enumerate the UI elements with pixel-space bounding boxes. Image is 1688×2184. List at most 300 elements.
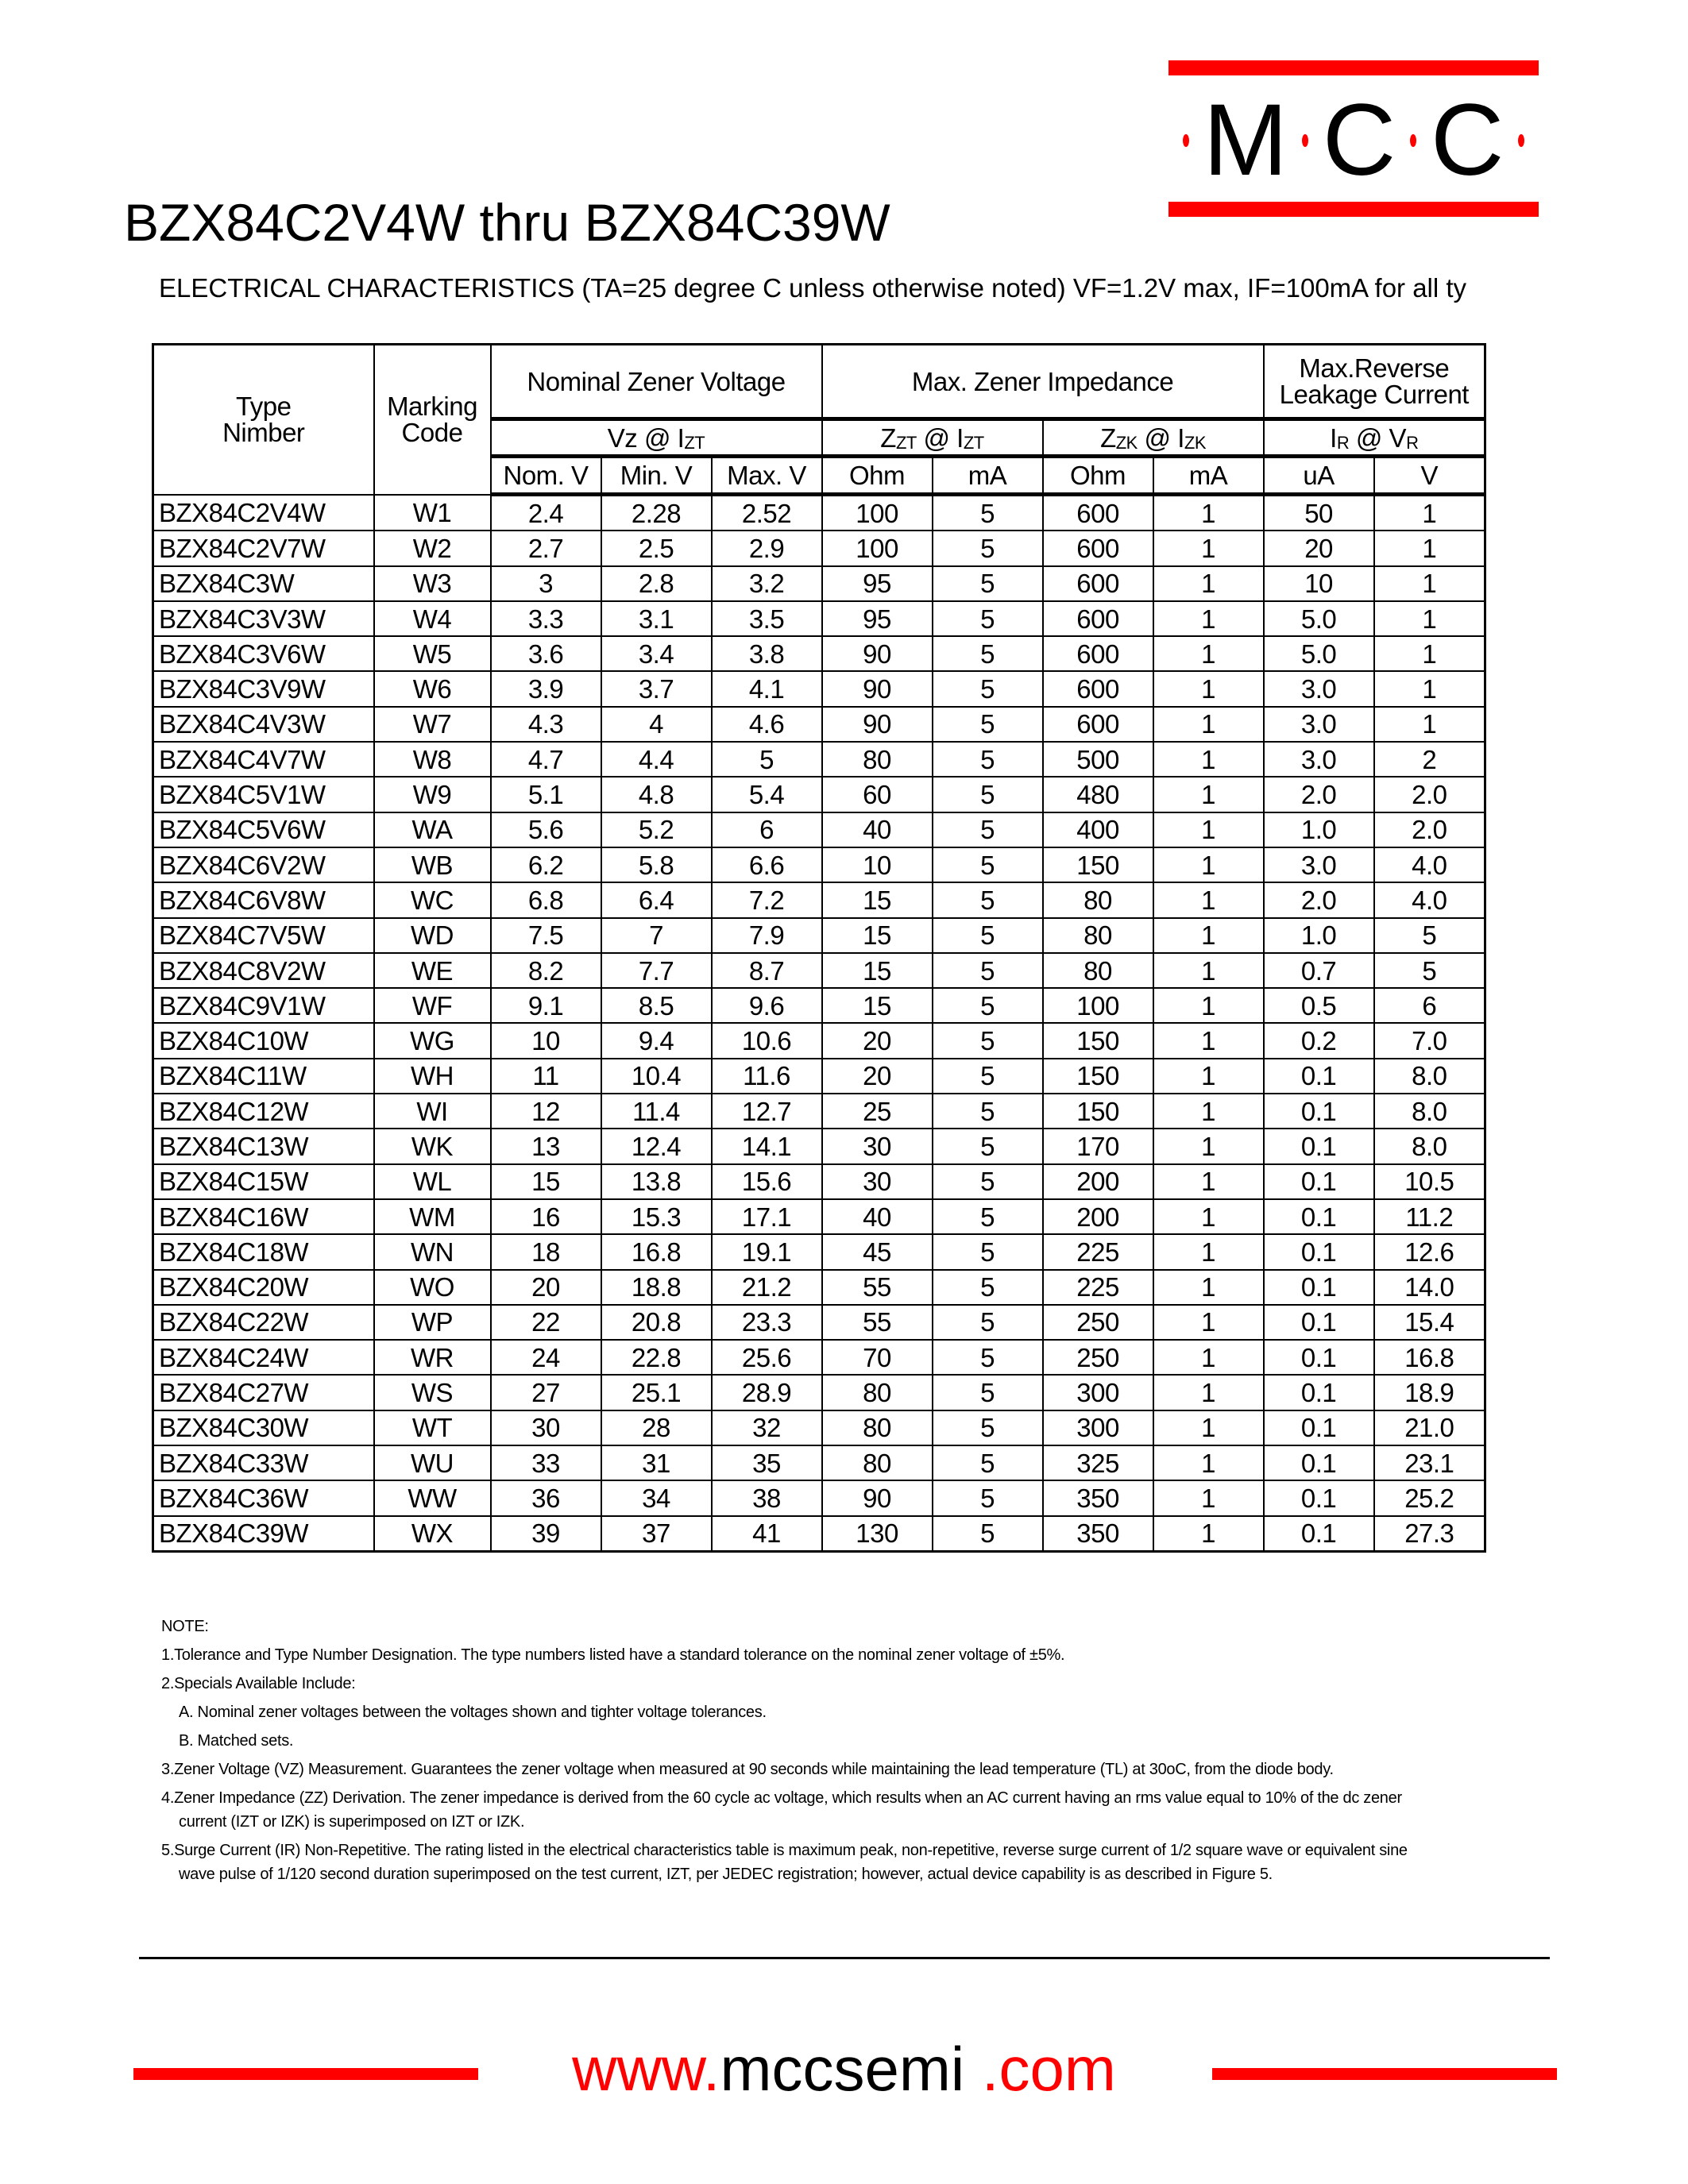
- cell-zzk-ohm: 225: [1043, 1270, 1153, 1305]
- cell-min-v: 37: [601, 1516, 712, 1552]
- cell-izt-ma: 5: [933, 742, 1043, 777]
- cell-marking-code: W6: [374, 671, 491, 706]
- unit-header: Nom. V: [491, 457, 601, 495]
- cell-max-v: 19.1: [712, 1234, 822, 1269]
- logo-letter-c1: C: [1322, 83, 1396, 197]
- cell-vr-v: 12.6: [1374, 1234, 1485, 1269]
- cell-min-v: 20.8: [601, 1305, 712, 1340]
- cell-izk-ma: 1: [1153, 1094, 1264, 1129]
- cell-izt-ma: 5: [933, 1445, 1043, 1480]
- cell-zzt-ohm: 15: [822, 882, 933, 917]
- page-subtitle: ELECTRICAL CHARACTERISTICS (TA=25 degree C unless otherwise noted) VF=1.2V max, IF=100mA for all ty: [159, 273, 1467, 303]
- cell-min-v: 25.1: [601, 1375, 712, 1410]
- cell-max-v: 15.6: [712, 1164, 822, 1199]
- mcc-logo: [1168, 83, 1539, 197]
- cell-marking-code: WF: [374, 988, 491, 1023]
- cell-ir-ua: 10: [1264, 566, 1374, 601]
- electrical-characteristics-table: [152, 343, 1486, 1553]
- unit-header: Max. V: [712, 457, 822, 495]
- table-row: [153, 953, 1485, 988]
- cell-zzk-ohm: 100: [1043, 988, 1153, 1023]
- cell-zzk-ohm: 150: [1043, 847, 1153, 882]
- cell-zzt-ohm: 40: [822, 1199, 933, 1234]
- cell-zzt-ohm: 100: [822, 531, 933, 565]
- table-row: [153, 882, 1485, 917]
- cell-type-number: BZX84C22W: [153, 1305, 374, 1340]
- cell-marking-code: WA: [374, 812, 491, 847]
- table-row: [153, 707, 1485, 742]
- cell-max-v: 3.2: [712, 566, 822, 601]
- cell-nom-v: 27: [491, 1375, 601, 1410]
- cell-min-v: 11.4: [601, 1094, 712, 1129]
- cell-izt-ma: 5: [933, 812, 1043, 847]
- cell-max-v: 41: [712, 1516, 822, 1552]
- cell-marking-code: WC: [374, 882, 491, 917]
- footer-left-bar: [133, 2068, 478, 2080]
- cell-izk-ma: 1: [1153, 1340, 1264, 1375]
- cell-marking-code: WL: [374, 1164, 491, 1199]
- cell-zzt-ohm: 90: [822, 671, 933, 706]
- cell-zzt-ohm: 70: [822, 1340, 933, 1375]
- cell-vr-v: 1: [1374, 707, 1485, 742]
- cell-zzt-ohm: 80: [822, 742, 933, 777]
- cell-nom-v: 3: [491, 566, 601, 601]
- cell-izk-ma: 1: [1153, 566, 1264, 601]
- cell-izt-ma: 5: [933, 777, 1043, 812]
- cell-marking-code: WD: [374, 918, 491, 953]
- cell-type-number: BZX84C27W: [153, 1375, 374, 1410]
- cell-izk-ma: 1: [1153, 1059, 1264, 1094]
- cell-min-v: 5.2: [601, 812, 712, 847]
- cell-min-v: 4.4: [601, 742, 712, 777]
- cell-vr-v: 8.0: [1374, 1094, 1485, 1129]
- cell-zzt-ohm: 130: [822, 1516, 933, 1552]
- cell-zzk-ohm: 80: [1043, 882, 1153, 917]
- header-zzk-izk: $Z_{ZK}$ @ $I_{ZK}$: [1043, 419, 1264, 457]
- cell-zzt-ohm: 30: [822, 1129, 933, 1163]
- logo-letter-c2: C: [1430, 83, 1505, 197]
- cell-min-v: 8.5: [601, 988, 712, 1023]
- cell-marking-code: W4: [374, 601, 491, 636]
- cell-max-v: 32: [712, 1410, 822, 1445]
- cell-nom-v: 3.6: [491, 636, 601, 671]
- cell-zzk-ohm: 600: [1043, 636, 1153, 671]
- cell-ir-ua: 0.1: [1264, 1094, 1374, 1129]
- cell-max-v: 11.6: [712, 1059, 822, 1094]
- note-item: current (IZT or IZK) is superimposed on IZT or IZK.: [179, 1813, 525, 1831]
- table-row: [153, 671, 1485, 706]
- cell-max-v: 17.1: [712, 1199, 822, 1234]
- cell-vr-v: 15.4: [1374, 1305, 1485, 1340]
- cell-zzk-ohm: 225: [1043, 1234, 1153, 1269]
- cell-type-number: BZX84C33W: [153, 1445, 374, 1480]
- cell-izt-ma: 5: [933, 671, 1043, 706]
- cell-type-number: BZX84C39W: [153, 1516, 374, 1552]
- cell-izt-ma: 5: [933, 1129, 1043, 1163]
- cell-ir-ua: 0.5: [1264, 988, 1374, 1023]
- cell-zzt-ohm: 80: [822, 1445, 933, 1480]
- cell-min-v: 9.4: [601, 1023, 712, 1058]
- cell-type-number: BZX84C7V5W: [153, 918, 374, 953]
- website-link[interactable]: [477, 2033, 1211, 2105]
- cell-ir-ua: 0.1: [1264, 1234, 1374, 1269]
- cell-ir-ua: 2.0: [1264, 882, 1374, 917]
- cell-type-number: BZX84C3V9W: [153, 671, 374, 706]
- cell-ir-ua: 0.1: [1264, 1480, 1374, 1515]
- footer-right-bar: [1212, 2068, 1557, 2080]
- cell-izt-ma: 5: [933, 1480, 1043, 1515]
- note-item: B. Matched sets.: [179, 1732, 294, 1750]
- cell-min-v: 34: [601, 1480, 712, 1515]
- table-row: [153, 1164, 1485, 1199]
- cell-min-v: 4: [601, 707, 712, 742]
- cell-zzt-ohm: 80: [822, 1375, 933, 1410]
- cell-vr-v: 21.0: [1374, 1410, 1485, 1445]
- cell-marking-code: WK: [374, 1129, 491, 1163]
- cell-max-v: 5: [712, 742, 822, 777]
- cell-ir-ua: 0.1: [1264, 1199, 1374, 1234]
- cell-type-number: BZX84C2V7W: [153, 531, 374, 565]
- cell-ir-ua: 3.0: [1264, 707, 1374, 742]
- cell-zzt-ohm: 10: [822, 847, 933, 882]
- cell-ir-ua: 0.1: [1264, 1516, 1374, 1552]
- cell-vr-v: 5: [1374, 918, 1485, 953]
- logo-top-bar: [1168, 60, 1539, 75]
- cell-izk-ma: 1: [1153, 882, 1264, 917]
- cell-nom-v: 2.7: [491, 531, 601, 565]
- cell-type-number: BZX84C36W: [153, 1480, 374, 1515]
- cell-marking-code: WN: [374, 1234, 491, 1269]
- cell-vr-v: 25.2: [1374, 1480, 1485, 1515]
- cell-izt-ma: 5: [933, 1270, 1043, 1305]
- cell-zzk-ohm: 150: [1043, 1094, 1153, 1129]
- cell-izk-ma: 1: [1153, 1234, 1264, 1269]
- cell-izt-ma: 5: [933, 1234, 1043, 1269]
- cell-vr-v: 10.5: [1374, 1164, 1485, 1199]
- cell-izk-ma: 1: [1153, 1164, 1264, 1199]
- cell-nom-v: 39: [491, 1516, 601, 1552]
- cell-min-v: 3.4: [601, 636, 712, 671]
- table-row: [153, 636, 1485, 671]
- cell-ir-ua: 50: [1264, 495, 1374, 531]
- cell-zzt-ohm: 40: [822, 812, 933, 847]
- cell-izk-ma: 1: [1153, 495, 1264, 531]
- cell-zzk-ohm: 250: [1043, 1340, 1153, 1375]
- cell-marking-code: WO: [374, 1270, 491, 1305]
- cell-max-v: 6: [712, 812, 822, 847]
- url-suffix: .com: [964, 2034, 1116, 2104]
- cell-type-number: BZX84C18W: [153, 1234, 374, 1269]
- cell-zzk-ohm: 400: [1043, 812, 1153, 847]
- cell-izk-ma: 1: [1153, 601, 1264, 636]
- notes-section: [161, 1612, 1496, 1889]
- note-item: 4.Zener Impedance (ZZ) Derivation. The zener impedance is derived from the 60 cycle ac voltage, which results when an AC current having an rms value equal to 10% of the dc zener: [161, 1789, 1402, 1807]
- cell-vr-v: 1: [1374, 671, 1485, 706]
- table-row: [153, 495, 1485, 531]
- cell-nom-v: 5.6: [491, 812, 601, 847]
- cell-type-number: BZX84C4V7W: [153, 742, 374, 777]
- cell-vr-v: 7.0: [1374, 1023, 1485, 1058]
- header-marking: Marking Code: [374, 345, 491, 495]
- cell-marking-code: WB: [374, 847, 491, 882]
- cell-izt-ma: 5: [933, 1023, 1043, 1058]
- cell-zzt-ohm: 55: [822, 1270, 933, 1305]
- cell-marking-code: WT: [374, 1410, 491, 1445]
- cell-nom-v: 5.1: [491, 777, 601, 812]
- logo-dot: [1302, 134, 1308, 147]
- cell-type-number: BZX84C3V3W: [153, 601, 374, 636]
- cell-izk-ma: 1: [1153, 988, 1264, 1023]
- footer-divider: [139, 1957, 1550, 1959]
- cell-max-v: 28.9: [712, 1375, 822, 1410]
- notes-heading: NOTE:: [161, 1618, 209, 1635]
- cell-vr-v: 27.3: [1374, 1516, 1485, 1552]
- table-row: [153, 1516, 1485, 1552]
- cell-max-v: 38: [712, 1480, 822, 1515]
- cell-ir-ua: 5.0: [1264, 636, 1374, 671]
- cell-vr-v: 11.2: [1374, 1199, 1485, 1234]
- cell-izt-ma: 5: [933, 1094, 1043, 1129]
- unit-header: V: [1374, 457, 1485, 495]
- cell-zzk-ohm: 600: [1043, 707, 1153, 742]
- cell-izk-ma: 1: [1153, 777, 1264, 812]
- cell-zzt-ohm: 45: [822, 1234, 933, 1269]
- cell-min-v: 31: [601, 1445, 712, 1480]
- cell-vr-v: 23.1: [1374, 1445, 1485, 1480]
- cell-izt-ma: 5: [933, 1516, 1043, 1552]
- cell-ir-ua: 1.0: [1264, 812, 1374, 847]
- table-row: [153, 1129, 1485, 1163]
- cell-izt-ma: 5: [933, 953, 1043, 988]
- cell-izk-ma: 1: [1153, 847, 1264, 882]
- cell-type-number: BZX84C13W: [153, 1129, 374, 1163]
- cell-min-v: 12.4: [601, 1129, 712, 1163]
- cell-zzk-ohm: 350: [1043, 1516, 1153, 1552]
- cell-vr-v: 1: [1374, 636, 1485, 671]
- cell-ir-ua: 3.0: [1264, 671, 1374, 706]
- cell-min-v: 2.28: [601, 495, 712, 531]
- cell-max-v: 10.6: [712, 1023, 822, 1058]
- cell-ir-ua: 0.1: [1264, 1410, 1374, 1445]
- table-row: [153, 1340, 1485, 1375]
- cell-min-v: 6.4: [601, 882, 712, 917]
- cell-ir-ua: 0.1: [1264, 1305, 1374, 1340]
- cell-type-number: BZX84C5V6W: [153, 812, 374, 847]
- cell-max-v: 23.3: [712, 1305, 822, 1340]
- cell-zzk-ohm: 80: [1043, 953, 1153, 988]
- cell-zzt-ohm: 95: [822, 601, 933, 636]
- cell-min-v: 13.8: [601, 1164, 712, 1199]
- cell-zzk-ohm: 150: [1043, 1059, 1153, 1094]
- cell-izk-ma: 1: [1153, 636, 1264, 671]
- cell-nom-v: 16: [491, 1199, 601, 1234]
- cell-izk-ma: 1: [1153, 742, 1264, 777]
- table-row: [153, 1305, 1485, 1340]
- cell-izt-ma: 5: [933, 566, 1043, 601]
- cell-zzt-ohm: 15: [822, 953, 933, 988]
- cell-zzk-ohm: 600: [1043, 531, 1153, 565]
- cell-zzk-ohm: 170: [1043, 1129, 1153, 1163]
- cell-min-v: 22.8: [601, 1340, 712, 1375]
- cell-zzt-ohm: 90: [822, 707, 933, 742]
- cell-ir-ua: 3.0: [1264, 847, 1374, 882]
- cell-type-number: BZX84C2V4W: [153, 495, 374, 531]
- cell-max-v: 21.2: [712, 1270, 822, 1305]
- cell-min-v: 2.5: [601, 531, 712, 565]
- table-row: [153, 1094, 1485, 1129]
- cell-izk-ma: 1: [1153, 1410, 1264, 1445]
- header-max-reverse-leakage: Max.Reverse Leakage Current: [1264, 345, 1485, 419]
- cell-vr-v: 8.0: [1374, 1059, 1485, 1094]
- cell-min-v: 5.8: [601, 847, 712, 882]
- cell-nom-v: 22: [491, 1305, 601, 1340]
- cell-vr-v: 16.8: [1374, 1340, 1485, 1375]
- cell-zzk-ohm: 600: [1043, 495, 1153, 531]
- cell-ir-ua: 0.1: [1264, 1445, 1374, 1480]
- cell-ir-ua: 0.1: [1264, 1059, 1374, 1094]
- cell-vr-v: 2: [1374, 742, 1485, 777]
- cell-ir-ua: 0.1: [1264, 1340, 1374, 1375]
- table-row: [153, 847, 1485, 882]
- table-row: [153, 1234, 1485, 1269]
- cell-izt-ma: 5: [933, 1305, 1043, 1340]
- cell-marking-code: WS: [374, 1375, 491, 1410]
- cell-izk-ma: 1: [1153, 1199, 1264, 1234]
- cell-izt-ma: 5: [933, 1410, 1043, 1445]
- cell-zzt-ohm: 55: [822, 1305, 933, 1340]
- cell-type-number: BZX84C4V3W: [153, 707, 374, 742]
- cell-max-v: 4.6: [712, 707, 822, 742]
- cell-nom-v: 2.4: [491, 495, 601, 531]
- cell-izk-ma: 1: [1153, 918, 1264, 953]
- cell-min-v: 18.8: [601, 1270, 712, 1305]
- cell-vr-v: 6: [1374, 988, 1485, 1023]
- cell-nom-v: 7.5: [491, 918, 601, 953]
- cell-izt-ma: 5: [933, 531, 1043, 565]
- cell-vr-v: 1: [1374, 495, 1485, 531]
- cell-nom-v: 30: [491, 1410, 601, 1445]
- cell-zzk-ohm: 200: [1043, 1164, 1153, 1199]
- cell-zzt-ohm: 90: [822, 636, 933, 671]
- cell-nom-v: 18: [491, 1234, 601, 1269]
- cell-max-v: 9.6: [712, 988, 822, 1023]
- cell-izt-ma: 5: [933, 707, 1043, 742]
- cell-marking-code: WH: [374, 1059, 491, 1094]
- cell-max-v: 7.9: [712, 918, 822, 953]
- cell-marking-code: WX: [374, 1516, 491, 1552]
- cell-vr-v: 1: [1374, 601, 1485, 636]
- unit-header: mA: [1153, 457, 1264, 495]
- cell-nom-v: 20: [491, 1270, 601, 1305]
- cell-type-number: BZX84C30W: [153, 1410, 374, 1445]
- cell-izt-ma: 5: [933, 1340, 1043, 1375]
- cell-max-v: 25.6: [712, 1340, 822, 1375]
- header-max-zener-impedance: Max. Zener Impedance: [822, 345, 1264, 419]
- cell-zzt-ohm: 100: [822, 495, 933, 531]
- cell-zzk-ohm: 150: [1043, 1023, 1153, 1058]
- cell-izt-ma: 5: [933, 918, 1043, 953]
- cell-izk-ma: 1: [1153, 1445, 1264, 1480]
- cell-vr-v: 4.0: [1374, 882, 1485, 917]
- table-row: [153, 1410, 1485, 1445]
- cell-izt-ma: 5: [933, 495, 1043, 531]
- note-item: 1.Tolerance and Type Number Designation. The type numbers listed have a standard tolerance on the nominal zener voltage of ±5%.: [161, 1646, 1065, 1664]
- logo-dot: [1518, 134, 1524, 147]
- cell-type-number: BZX84C11W: [153, 1059, 374, 1094]
- cell-max-v: 6.6: [712, 847, 822, 882]
- cell-izk-ma: 1: [1153, 671, 1264, 706]
- cell-izk-ma: 1: [1153, 1305, 1264, 1340]
- cell-zzk-ohm: 500: [1043, 742, 1153, 777]
- cell-ir-ua: 3.0: [1264, 742, 1374, 777]
- cell-marking-code: WP: [374, 1305, 491, 1340]
- unit-header: Ohm: [1043, 457, 1153, 495]
- cell-marking-code: WG: [374, 1023, 491, 1058]
- cell-izt-ma: 5: [933, 882, 1043, 917]
- cell-izt-ma: 5: [933, 988, 1043, 1023]
- cell-zzk-ohm: 250: [1043, 1305, 1153, 1340]
- cell-nom-v: 10: [491, 1023, 601, 1058]
- cell-nom-v: 8.2: [491, 953, 601, 988]
- cell-zzk-ohm: 600: [1043, 671, 1153, 706]
- cell-zzk-ohm: 300: [1043, 1375, 1153, 1410]
- cell-type-number: BZX84C10W: [153, 1023, 374, 1058]
- logo-bottom-bar: [1168, 202, 1539, 217]
- cell-vr-v: 2.0: [1374, 777, 1485, 812]
- cell-nom-v: 4.7: [491, 742, 601, 777]
- cell-nom-v: 3.9: [491, 671, 601, 706]
- cell-min-v: 15.3: [601, 1199, 712, 1234]
- cell-max-v: 2.9: [712, 531, 822, 565]
- cell-izt-ma: 5: [933, 1059, 1043, 1094]
- cell-nom-v: 12: [491, 1094, 601, 1129]
- cell-nom-v: 13: [491, 1129, 601, 1163]
- cell-ir-ua: 0.1: [1264, 1129, 1374, 1163]
- header-ir-vr: $I_R$ @ $V_R$: [1264, 419, 1485, 457]
- cell-izk-ma: 1: [1153, 953, 1264, 988]
- note-item: 2.Specials Available Include:: [161, 1675, 356, 1692]
- table-row: [153, 566, 1485, 601]
- cell-izk-ma: 1: [1153, 1516, 1264, 1552]
- cell-marking-code: W5: [374, 636, 491, 671]
- table-row: [153, 812, 1485, 847]
- page-title: BZX84C2V4W thru BZX84C39W: [124, 193, 890, 252]
- cell-zzt-ohm: 80: [822, 1410, 933, 1445]
- cell-max-v: 4.1: [712, 671, 822, 706]
- cell-nom-v: 15: [491, 1164, 601, 1199]
- cell-min-v: 3.1: [601, 601, 712, 636]
- table-row: [153, 742, 1485, 777]
- cell-ir-ua: 1.0: [1264, 918, 1374, 953]
- cell-type-number: BZX84C20W: [153, 1270, 374, 1305]
- cell-zzk-ohm: 600: [1043, 566, 1153, 601]
- cell-marking-code: W8: [374, 742, 491, 777]
- cell-max-v: 2.52: [712, 495, 822, 531]
- table-row: [153, 601, 1485, 636]
- cell-type-number: BZX84C5V1W: [153, 777, 374, 812]
- cell-zzt-ohm: 95: [822, 566, 933, 601]
- cell-marking-code: W2: [374, 531, 491, 565]
- cell-nom-v: 11: [491, 1059, 601, 1094]
- cell-type-number: BZX84C16W: [153, 1199, 374, 1234]
- unit-header: mA: [933, 457, 1043, 495]
- cell-zzk-ohm: 80: [1043, 918, 1153, 953]
- cell-marking-code: WW: [374, 1480, 491, 1515]
- cell-zzt-ohm: 30: [822, 1164, 933, 1199]
- cell-min-v: 3.7: [601, 671, 712, 706]
- table-row: [153, 1445, 1485, 1480]
- cell-nom-v: 9.1: [491, 988, 601, 1023]
